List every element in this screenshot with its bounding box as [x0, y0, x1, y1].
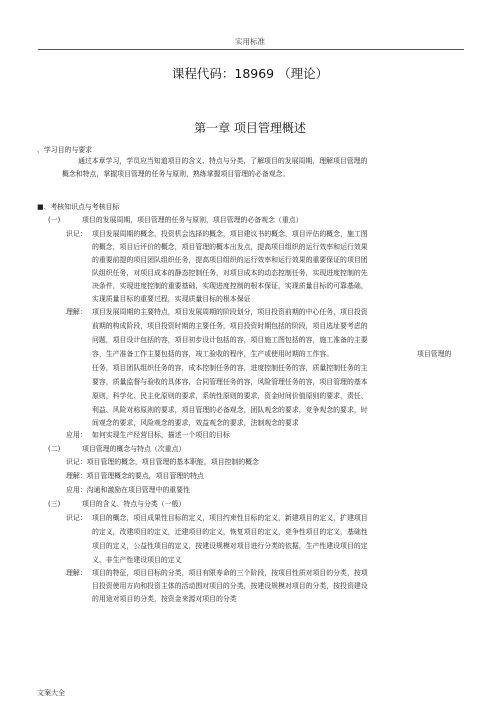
page-footer: 文案大全 [37, 689, 65, 697]
course-title: 课程代码：18969 （理论） [171, 66, 329, 81]
li-line: 原则，科学化、民主化原则的要求，系统性原则的要求，资金时间价值原则的要求，责任、 [92, 392, 368, 400]
shi-line: 识记：项目管理的概念，项目管理的基本职能，项目控制的概念 [66, 458, 259, 466]
li-label: 理解： [66, 308, 87, 316]
section-title: 项目管理的概念与特点（次重点） [82, 445, 186, 453]
objectives-line: 概念和特点，掌握项目管理的任务与原则，熟练掌握项目管理的必备观念。 [62, 170, 290, 178]
exam-heading: ■、考核知识点与考核目标 [37, 203, 120, 211]
margin-note: 项目管理的 [417, 350, 452, 358]
shi-line: 项目的概念，项目成果性目标的定义，项目约束性目标的定义，新建项目的定义，扩建项目 [92, 514, 368, 522]
section-number: (一) [48, 216, 61, 224]
objectives-line: 通过本章学习，学员应当知道项目的含义、特点与分类，了解项目的发展周期，理解项目管理的 [78, 157, 368, 165]
li-line: 任务，项目团队组织任务的容，成本控制任务的容，进度控制任务的容，质量控制任务的主 [92, 364, 368, 372]
shi-label: 识记： [66, 230, 87, 238]
shi-line: 的定义，改建项目的定义，迁建项目的定义，恢复项目的定义，竞争性项目的定义，基础性 [92, 528, 368, 536]
shi-line: 实现质量目标的重要过程，实现质量目标的根本保证 [92, 295, 251, 303]
shi-line: 的概念，项目后评价的概念，项目管理的概本出发点，提高项目组织的运行效率和运行效果 [92, 243, 368, 251]
li-label: 理解： [66, 569, 87, 577]
li-line: 要容，质量监督与验收的具体容，合同管理任务的容，风险管理任务的容，项目管理的基本 [92, 378, 368, 386]
li-line: 项目发展周期的主要特点，项目发展周期的阶段划分，项目投资前期的中心任务，项目投资 [92, 308, 368, 316]
section-title: 项目的发展周期，项目管理的任务与原则，项目管理的必备观念（重点） [82, 216, 303, 224]
chapter-title: 第一章 项目管理概述 [194, 121, 306, 135]
li-line: 利益、风险对称原则的要求，项目管理的必备观念，团队观念的要求，竞争观念的要求，时 [92, 406, 368, 414]
header-rule [38, 49, 464, 50]
li-line: 目投资使用方向和投资主体的活动围对项目的分类，按建设规模对项目的分类，按投资建设 [92, 582, 368, 590]
shi-label: 识记： [66, 514, 87, 522]
shi-line: 义，非生产性建设项目的定义 [92, 556, 182, 564]
section-number: (二) [48, 445, 61, 453]
shi-line: 的重要前提的项目团队组织任务，提高项目组织的运行效率和运行效果的重要保证的项目团 [92, 256, 368, 264]
li-line: 容，生产准备工作主要包括的容，竣工验收的程序，生产或使用时期的工作容。 [92, 350, 334, 358]
ying-line: 如何实现生产经营目标，描述一个项目的目标 [92, 431, 230, 439]
ying-label: 应用： [66, 431, 87, 439]
page-header: 实用标准 [235, 37, 265, 46]
objectives-heading: 、学习目的与要求 [37, 146, 93, 154]
shi-line: 项目发展周期的概念，投资机会选择的概念，项目建议书的概念，项目评估的概念，施工图 [92, 230, 368, 238]
shi-line: 项目的定义，公益性项目的定义，按建设规模对项目进行分类的依据，生产性建设项目的定 [92, 542, 368, 550]
shi-line: 决条件，实现进度控制的重要基础，实现进度控制的根本保证，实现质量目标的可靠基础， [92, 282, 368, 290]
li-line: 的用途对项目的分类，按资金来源对项目的分类 [92, 595, 237, 603]
li-line: 前期的构成阶段，项目投资时期的主要任务，项目投资时期包括的阶段，项目选址要考虑的 [92, 322, 368, 330]
li-line: 间观念的要求，风险观念的要求，效益观念的要求，法制观念的要求 [92, 419, 299, 427]
li-line: 项目的特征，项目目标的分类，项目有限寿命的三个阶段，按项目性质对项目的分类，按项 [92, 569, 368, 577]
shi-line: 队组织任务，对项目成本的静态控制任务，对项目成本的动态控制任务，实现进度控制的先 [92, 269, 368, 277]
ying-line: 应用：沟通和激励在项目管理中的重要性 [66, 486, 191, 494]
li-line: 问题，项目设计包括的容，项目初步设计包括的容，项目施工图包括的容，施工准备的主要 [92, 336, 368, 344]
li-line: 理解：项目管理概念的要点，项目管理的特点 [66, 472, 204, 480]
section-title: 项目的含义、特点与分类（一般） [82, 500, 186, 508]
section-number: (三) [48, 500, 61, 508]
